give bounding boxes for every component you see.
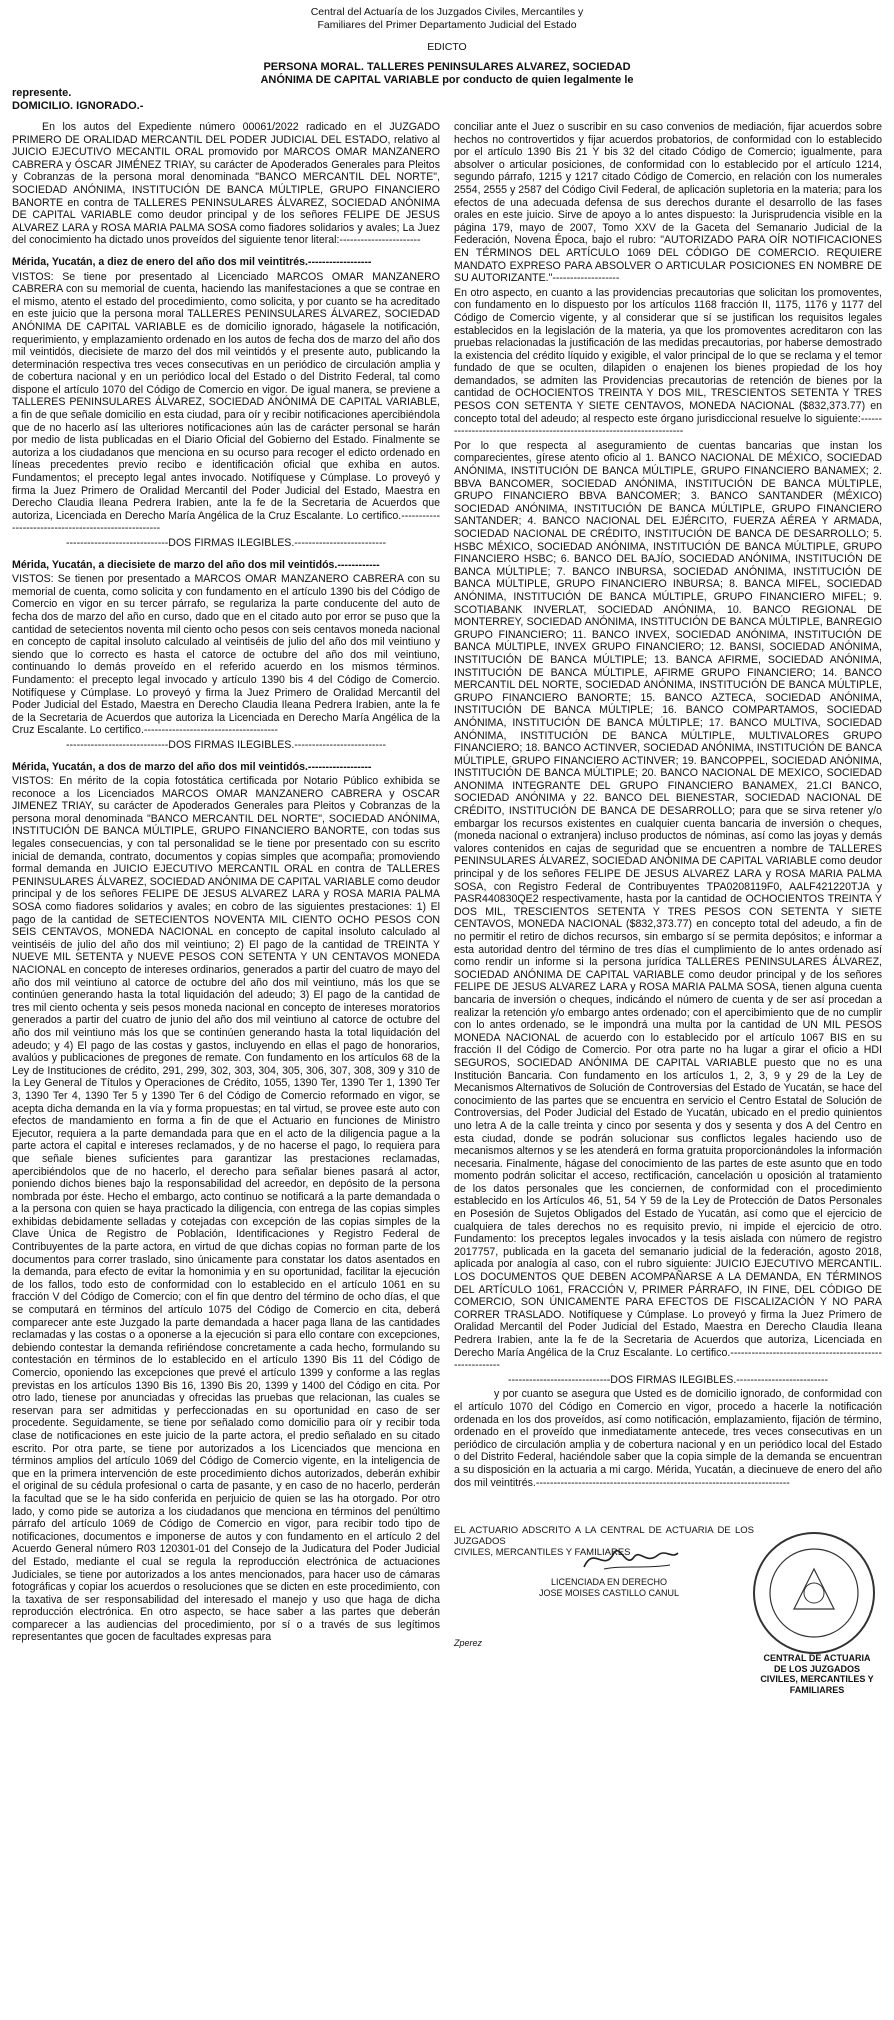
resolution-paragraph: VISTOS: Se tiene por presentado al Licenciado MARCOS OMAR MANZANERO CABRERA con su memorial de cuenta, haciendo las manifestaciones a que se contrae en el mismo, atento el estado del procedimiento, como solicita, y por cuanto se ha acreditado en este juicio que la persona moral TALLERES PENINSULARES ÁLVAREZ, SOCIEDAD ANÓNIMA DE CAPITAL VARIABLE es de domicilio ignorado, hágasele la notificación, requerimiento, y emplazamiento ordenado en los autos de fecha dos de marzo del año dos mil veintidós, diecisiete de marzo del dos mil veintidós y el presente auto, publicando la determinación respectiva tres veces consecutivas en un periódico de circulación amplia y de cobertura nacional y en un periódico local del Estado o del Distrito Federal, tal como dispone el artículo 1070 del Código de Comercio en vigor. De igual manera, se previene a TALLERES PENINSULARES ÁLVAREZ, SOCIEDAD ANÓNIMA DE CAPITAL VARIABLE, a fin de que señale domicilio en esta ciudad, para oír y recibir notificaciones apercibiéndola que de no hacerlo así las ulteriores notificaciones aún las de carácter personal se harán por medio de lista publicadas en el Diario Oficial del Gobierno del Estado. Finalmente se autoriza a los ciudadanos que menciona en su ocurso para recoger el edicto ordenado en líneas precedentes previo recibo e identificación oficial que exhiba en autos. Fundamentos; el precepto legal antes invocado. Notifíquese y Cúmplase. Lo proveyó y firma la Juez Primero de Oralidad Mercantil del Poder Judicial del Estado, Maestra en Derecho Claudia Ileana Pedrera Irabien, ante la fe de la Secretaria de Acuerdos que autoriza, Licenciada en Derecho María Angélica de la Cruz Escalante. Lo certifico.----------------------------------------------------- <box>12 270 440 535</box>
handwritten-signature <box>574 1539 684 1579</box>
right-column <box>454 121 882 1715</box>
resolution-paragraph: En otro aspecto, en cuanto a las providencias precautorias que solicitan los promoventes, con fundamento en lo dispuesto por los artículos 1168 fracción II, 1175, 1176 y 1177 del Código de Comercio vigente, y al considerar que sí se justifican los requisitos legales establecidos en la legislación de la materia, ya que los promoventes acreditaron con las pruebas relacionadas la justificación de las medidas precautorias, por haberse demostrado la existencia del crédito líquido y exigible, el valor principal de lo que se reclama y el temor fundado de que se oculten, dilapiden o enajenen los bienes propiedad de los hoy demandados, se admiten las Providencias precautorias de retención de bienes por la cantidad de OCHOCIENTOS TREINTA Y DOS MIL, TRESCIENTOS SETENTA Y TRES PESOS CON SETENTA Y SIETE CENTAVOS, MONEDA NACIONAL ($832,373.77) en concepto total del adeudo; al respecto este órgano jurisdiccional resuelve lo siguiente:----------------------------------------------------------------------- <box>454 286 882 438</box>
document-title: EDICTO <box>427 41 467 53</box>
resolution-paragraph: VISTOS: Se tienen por presentado a MARCOS OMAR MANZANERO CABRERA con su memorial de cuenta, como solicita y con fundamento en el artículo 1390 bis del Código de Comercio en vigor en su tercer párrafo, se regulariza la parte conducente del auto de fecha dos de marzo del año en curso, dado que en el citado auto por error se puso que la cantidad de setecientos noventa mil ciento ocho pesos con seis centavos moneda nacional en concepto de capital insoluto calculado al veintiséis de julio del año dos mil veintiuno y siendo que lo correcto es hasta el catorce de octubre del año dos mil veintiuno, continuando lo demás proveído en el referido acuerdo en los mismos términos. Fundamento: el precepto legal invocado y artículo 1390 bis 4 del Código de Comercio. Notifíquese y Cúmplase. Lo proveyó y firma la Juez Primero de Oralidad Mercantil del Poder Judicial del Estado, Maestra en Derecho Claudia Ileana Pedrera Irabien, ante la fe de la Secretaria de Acuerdos que autoriza la Licenciada en Derecho María Angélica de la Cruz Escalante. Lo certifico.-------------------------------------- <box>12 573 440 737</box>
seal-caption-line: DE LOS JUZGADOS <box>773 1663 860 1674</box>
closing-paragraph: y por cuanto se asegura que Usted es de domicilio ignorado, de conformidad con el artículo 1070 del Código en Comercio en vigor, procedo a hacerle la notificación ordenada en los dos proveídos, así como notificación, emplazamiento, fijación de término, ordenado en el proveído que inmediatamente antecede, tres veces consecutivas en un periódico de circulación amplia y de cobertura nacional y en un periódico local del Estado o del Distrito Federal, haciéndole saber que la copia simple de la demanda se encuentran a su disposición en la actuaria a mi cargo. Mérida, Yucatán, a diecinueve de enero del año dos mil veintitrés.------------------------------------------------------------------------ <box>454 1388 882 1489</box>
header-line: Central del Actuaría de los Juzgados Civiles, Mercantiles y <box>310 6 584 18</box>
signature-block <box>454 1525 882 1715</box>
signer-title-line: CIVILES, MERCANTILES Y FAMILIARES <box>454 1547 631 1559</box>
signer-fullname: JOSE MOISES CASTILLO CANUL <box>538 1587 680 1598</box>
section-date-heading: Mérida, Yucatán, a diecisiete de marzo del año dos mil veintidós.------------ <box>12 558 380 571</box>
signatures-note: -----------------------------DOS FIRMAS ILEGIBLES.-------------------------- <box>65 738 386 751</box>
addressee-line: ANÓNIMA DE CAPITAL VARIABLE por conducto de quien legalmente le <box>260 74 634 86</box>
addressee-line: represente. <box>12 87 72 99</box>
official-seal <box>750 1529 878 1657</box>
signatures-note: -----------------------------DOS FIRMAS ILEGIBLES.-------------------------- <box>65 537 386 549</box>
seal-caption-line: CENTRAL DE ACTUARIA <box>763 1653 871 1664</box>
section-date-heading: Mérida, Yucatán, a diez de enero del año dos mil veintitrés.------------------ <box>12 255 372 268</box>
document-header <box>12 6 882 32</box>
signer-degree: LICENCIADA EN DERECHO <box>550 1577 668 1588</box>
signatures-note: -----------------------------DOS FIRMAS ILEGIBLES.-------------------------- <box>507 1373 828 1386</box>
resolution-paragraph: Por lo que respecta al aseguramiento de cuentas bancarias que instan los comparecientes, gírese atento oficio al 1. BANCO NACIONAL DE MÉXICO, SOCIEDAD ANÓNIMA, INSTITUCIÓN DE BANCA MÚLTIPLE, GRUPO FINANCIERO BANAMEX; 2. BBVA BANCOMER, SOCIEDAD ANÓNIMA, INSTITUCIÓN DE BANCA MÚLTIPLE, GRUPO FINANCIERO BBVA BANCOMER; 3. BANCO SANTANDER (MÉXICO) SOCIEDAD ANÓNIMA, INSTITUCIÓN DE BANCA MÚLTIPLE, GRUPO FINANCIERO SANTANDER; 4. BANCO NACIONAL DEL EJÉRCITO, FUERZA AÉREA Y ARMADA, SOCIEDAD NACIONAL DE CRÉDITO, INSTITUCIÓN DE BANCA DE DESARROLLO; 5. HSBC MÉXICO, SOCIEDAD ANÓNIMA, INSTITUCIÓN DE BANCA MÚLTIPLE, GRUPO FINANCIERO HSBC; 6. BANCO DEL BAJÍO, SOCIEDAD ANÓNIMA, INSTITUCIÓN DE BANCA MÚLTIPLE; 7. BANCO INBURSA, SOCIEDAD ANÓNIMA, INSTITUCIÓN DE BANCA MÚLTIPLE, GRUPO FINANCIERO INBURSA; 8. BANCA MIFEL, SOCIEDAD ANÓNIMA, INSTITUCIÓN DE BANCA MÚLTIPLE, GRUPO FINANCIERO MIFEL; 9. SCOTIABANK INVERLAT, SOCIEDAD ANÓNIMA, 10. BANCO REGIONAL DE MONTERREY, SOCIEDAD ANÓNIMA, INSTITUCIÓN DE BANCA MÚLTIPLE, BANREGIO GRUPO FINANCIERO; 11. BANCO INVEX, SOCIEDAD ANÓNIMA, INSTITUCIÓN DE BANCA MÚLTIPLE, INVEX GRUPO FINANCIERO; 12. BANSI, SOCIEDAD ANÓNIMA, INSTITUCIÓN DE BANCA MÚLTIPLE; 13. BANCA AFIRME, SOCIEDAD ANÓNIMA, INSTITUCIÓN DE BANCA MÚLTIPLE, AFIRME GRUPO FINANCIERO; 14. BANCO MERCANTIL DEL NORTE, SOCIEDAD ANÓNIMA, INSTITUCIÓN DE BANCA MÚLTIPLE, GRUPO FINANCIERO BANORTE; 15. BANCO AZTECA, SOCIEDAD ANÓNIMA, INSTITUCIÓN DE BANCA MÚLTIPLE; 16. BANCO COMPARTAMOS, SOCIEDAD ANÓNIMA, INSTITUCIÓN DE BANCA MÚLTIPLE; 17. BANCO MULTIVA, SOCIEDAD ANÓNIMA, INSTITUCIÓN DE BANCA MÚLTIPLE, MULTIVALORES GRUPO FINANCIERO; 18. BANCO ACTINVER, SOCIEDAD ANÓNIMA, INSTITUCIÓN DE BANCA MÚLTIPLE, GRUPO FINANCIERO ACTINVER; 19. BANCOPPEL, SOCIEDAD ANÓNIMA, INSTITUCIÓN DE BANCA MÚLTIPLE; 20. BANCO NACIONAL DE MEXICO, SOCIEDAD ANONIMA INTEGRANTE DEL GRUPO FINANCIERO BANAMEX, 21.CI BANCO, SOCIEDAD ANÓNIMA y 22. BANCO DEL BIENESTAR, SOCIEDAD NACIONAL DE CRÉDITO, INSTITUCIÓN DE BANCA DE DESARROLLO; para que se sirva retener y/o embargar los recursos existentes en cualquier cuenta bancaria de inversión o cheques, (moneda nacional o extranjera) incluso productos de nóminas, así como las joyas y demás valores contenidos en cajas de seguridad que se encuentren a nombre de TALLERES PENINSULARES ÁLVAREZ, SOCIEDAD ANÓNIMA DE CAPITAL VARIABLE como deudor principal y de los señores FELIPE DE JESUS ALVAREZ LARA y ROSA MARIA PALMA SOSA, con Registro Federal de Contribuyentes TPA0208119F0, AALF421220TJA y PASR440830QE2 respectivamente, hasta por la cantidad de OCHOCIENTOS TREINTA Y DOS MIL, TRESCIENTOS SETENTA Y TRES PESOS CON SETENTA Y SIETE CENTAVOS, MONEDA NACIONAL ($832,373.77) en concepto total del adeudo, a fin de no permitir el retiro de dichos recursos, sin embargo sí se permita depósitos; e informar a esta autoridad dentro del término de tres días el cumplimiento de lo antes ordenado así como rendir un informe si la persona jurídica TALLERES PENINSULARES ÁLVAREZ, SOCIEDAD ANÓNIMA DE CAPITAL VARIABLE como deudor principal y de los señores FELIPE DE JESUS ALVAREZ LARA y ROSA MARIA PALMA SOSA, tienen alguna cuenta bancaria de inversión o cheques, indicándo el número de cuenta y de ser así procedan a realizar la retención y/o embargo antes ordenado; con el apercibimiento que de no cumplir con lo antes ordenado, se le impondrá una multa por la cantidad de UN MIL PESOS MONEDA NACIONAL de acuerdo con lo establecido por el artículo 1067 BIS en su fracción II del Código de Comercio. Por otra parte no ha lugar a girar el oficio a HDI SEGUROS, SOCIEDAD ANÓNIMA DE CAPITAL VARIABLE puesto que no es una Institución Bancaria. Con fundamento en los artículos 1, 2, 3, 9 y 29 de la Ley de Mecanismos Alternativos de Solución de Controversias del Estado de Yucatán, se hace del conocimiento de las partes que se encuentra en servicio el Centro Estatal de Solución de Controversias, del Poder Judicial del Estado de Yucatán, ubicado en el predio quinientos uno letra A de la calle treinta y cinco por sesenta y dos y sesenta y dos A del Centro en esta ciudad, donde se podrán solucionar sus conflictos legales haciendo uso de mecanismos alternos y se les atenderá en forma gratuita proporcionándoles la información necesaria. Finalmente, hágase del conocimiento de las partes de este asunto que en todo momento podrán solicitar el acceso, rectificación, cancelación u oposición al tratamiento de los datos personales que les conciernen, de conformidad con el procedimiento establecido en los Artículos 46, 51, 54 Y 59 de la Ley de Protección de Datos Personales en Posesión de Sujetos Obligados del Estado de Yucatán, así como que el ejercicio de cualquiera de tales derechos no es requisito previo, ni impide el ejercicio de otro. Fundamento: los preceptos legales invocados y la tesis aislada con número de registro 2017757, publicada en la gaceta del semanario judicial de la federación, agosto 2018, aplicada por analogía al caso, con el rubro siguiente: JUICIO EJECUTIVO MERCANTIL. LOS DOCUMENTOS QUE DEBEN ACOMPAÑARSE A LA DEMANDA, EN TÉRMINOS DEL ARTÍCULO 1061, FRACCIÓN V, PRIMER PÁRRAFO, IN FINE, DEL CÓDIGO DE COMERCIO, SON ÚNICAMENTE PARA EFECTOS DE FISCALIZACIÓN Y NO PARA CORRER TRASLADO. Notifíquese y Cúmplase. Lo proveyó y firma la Juez Primero de Oralidad Mercantil del Poder Judicial del Estado, Maestra en Derecho Claudia Ileana Pedrera Irabien, ante la fe de la Secretaria de Acuerdos que autoriza, Licenciada en Derecho María Angélica de la Cruz Escalante. Lo certifico.-------------------------------------------------------- <box>454 439 882 1372</box>
section-date-heading: Mérida, Yucatán, a dos de marzo del año dos mil veintidós.------------------ <box>12 760 372 773</box>
signer-name <box>524 1577 694 1598</box>
resolution-paragraph: conciliar ante el Juez o suscribir en su caso convenios de mediación, fijar acuerdos sobre hechos no controvertidos y fijar acuerdos probatorios, de conformidad con lo establecido por el artículo 1390 Bis 21 Y bis 32 del citado Código de Comercio; igualmente, para absolver o articular posiciones, de conformidad con lo establecido por el artículo 1214, segundo párrafo, 1215 y 1217 citado Código de Comercio, en relación con los numerales 2554, 2555 y 2587 del Código Civil Federal, de aplicación supletoria en la materia; para los efectos de una adecuada defensa de sus derechos durante el desarrollo de las fases orales en este juicio. Sirve de apoyo a lo antes dispuesto: la Jurisprudencia visible en la página 179, mayo de 2007, Tomo XXV de la Gaceta del Semanario Judicial de la Federación, Novena Época, bajo el rubro: "AUTORIZADO PARA OÍR NOTIFICACIONES EN TÉRMINOS DEL ARTÍCULO 1069 DEL CÓDIGO DE COMERCIO. REQUIERE MANDATO EXPRESO PARA ABSOLVER O ARTICULAR POSICIONES EN NOMBRE DE SU AUTORIZANTE."------------------- <box>454 121 882 285</box>
header-line: Familiares del Primer Departamento Judicial del Estado <box>317 19 577 31</box>
resolution-paragraph: VISTOS: En mérito de la copia fotostática certificada por Notario Público exhibida se reconoce a los Licenciados MARCOS OMAR MANZANERO CABRERA y OSCAR JIMENEZ TRIAY, su carácter de Apoderados Generales para Pleitos y Cobranzas de la persona moral denominada "BANCO MERCANTIL DEL NORTE", SOCIEDAD ANÓNIMA, INSTITUCIÓN DE BANCA MÚLTIPLE, GRUPO FINANCIERO BANORTE, con todas sus legales consecuencias, y con tal personalidad se le tiene por presentado con su escrito inicial de demanda, contrato, documentos y copias simples que acompaña; promoviendo formal demanda en JUICIO EJECUTIVO MERCANTIL ORAL en contra de TALLERES PENINSULARES ÁLVAREZ, SOCIEDAD ANÓNIMA DE CAPITAL VARIABLE como deudor principal y de los señores FELIPE DE JESUS ALVAREZ LARA y ROSA MARIA PALMA SOSA como fiadores solidarios y avales; en cobro de las siguientes prestaciones: 1) El pago de la cantidad de SETECIENTOS NOVENTA MIL CIENTO OCHO PESOS CON SEIS CENTAVOS, MONEDA NACIONAL en concepto de capital insoluto calculado al veintiséis de julio del año dos mil veintiuno; 2) El pago de la cantidad de TREINTA Y NUEVE MIL SETENTA y NUEVE PESOS CON SETENTA Y UN CENTAVOS MONEDA NACIONAL en concepto de intereses ordinarios, generados a partir del cuatro de mayo del año dos mil veintiuno al catorce de octubre del año dos mil veintiuno, más los que se continúen generando hasta la total liquidación del adeudo; 3) El pago de la cantidad de tres mil ciento ochenta y seis pesos moneda nacional en concepto de intereses moratorios generados a partir del cuatro de junio del año dos mil veintiuno al catorce de octubre del año dos mil veintiuno más los que se continúen generando hasta la total liquidación del adeudo; y 4) El pago de las costas y gastos, incluyendo en ellas el pago de honorarios, avalúos y publicaciones de pregones de remate. Con fundamento en los artículos 68 de la Ley de Instituciones de crédito, 291, 299, 302, 303, 304, 305, 306, 307, 308, 309 y 310 de la Ley General de Títulos y Operaciones de Crédito, 1055, 1390 Ter, 1390 Ter 1, 1390 Ter 3, 1390 Ter 4, 1390 Ter 5 y 1390 Ter 6 del Código de Comercio reformado en vigor, se acepta dicha demanda en la vía y forma propuestas; en tal virtud, se provee este auto con efectos de mandamiento en forma a fin de que el Actuario en funciones de Ministro Ejecutor, requiera a la parte demandada para que en el acto de la diligencia pague a la parte actora el capital e intereses reclamados, y de no hacerse el pago, lo requiera para que señale bienes suficientes para garantizar las prestaciones reclamadas, apercibiéndolos que de no hacerlo, el derecho para señalar bienes pasará al actor, poniendo dichos bienes bajo la responsabilidad del acreedor, en depósito de la persona nombrada por éste. Hecho el embargo, acto continuo se notificará a la parte demandada o a la persona con quien se haya practicado la diligencia, con entrega de las copias simples exhibidas debidamente selladas y cotejadas con excepción de las copias simples de la Clave Única de Registro de Población, Identificaciones y Registro Federal de Contribuyentes de la parte actora, en virtud de que dichas copias no forman parte de los documentos para correr traslado, sino únicamente para constatar los datos asentados en la demanda, para efecto de evitar la homonimia y en su oportunidad, facilitar la ejecución de los fallos, todo esto de conformidad con lo establecido en el artículo 1061 en su fracción V del Código de Comercio; con el fin que dentro del término de ocho días, el que se computará en términos del artículo 1075 del Código de Comercio en cita, deberá comparecer ante este Juzgado la parte demandada a hacer paga llana de las cantidades reclamadas y las costas o a oponerse a la ejecución si para ello contare con excepciones, debiendo contestar la demanda refiriéndose concretamente a cada hecho, formulando su contestación en términos de lo establecido en el artículo 1390 Bis 11 del Código de Comercio, oponiendo las excepciones que prevé el artículo 1399 y conforme a las reglas previstas en los artículos 1390 Bis 16, 1390 Bis 20, 1399 y 1400 del Código en cita. Por otro lado, tienese por anunciadas y ofrecidas las pruebas que relacionan, las cuales se reservan para ser admitidas y perfeccionadas en su oportunidad en caso de ser procedente. Seguidamente, se tiene por señalado como domicilio para oír y recibir toda clase de notificaciones en este juicio de la parte actora, el predio señalado en su citado escrito. Por otra parte, se tiene por autorizados a los Licenciados que menciona en términos amplios del artículo 1069 del Código de Comercio vigente, en la inteligencia de que en la primera intervención de este procedimiento dichos autorizados, deberán exhibir el original de su cédula profesional o carta de pasante, y en caso de no hacerlo, perderán la facultad que se le ha sido conferida en perjuicio de quien se las ha otorgado. Por otro lado, y como pide se autoriza a los ciudadanos que menciona en términos del penúltimo párrafo del artículo 1069 de Código de Comercio en vigor, para recibir todo tipo de notificaciones, documentos e imponerse de autos y con fundamento en el artículo 2 del Acuerdo General número R03 120301-01 del Consejo de la Judicatura del Poder Judicial del Estado, mediante el cual se regula la reproducción electrónica de actuaciones Judiciales, se tiene por autorizados a los antes mencionados, para hacer uso de cámaras fotográficas y copiar los acuerdos o resoluciones que se dicten en este procedimiento, con la taxativa de ser responsabilidad del interesado el manejo y uso que haga de dicha reproducción electrónica. En otro aspecto, se hace saber a las partes que deberán comparecer a las audiencias del procedimiento, por sí o a través de sus legítimos representantes que gocen de facultades expresas para <box>12 775 440 1644</box>
domicile-line: DOMICILIO. IGNORADO.- <box>12 100 144 112</box>
seal-caption-line: FAMILIARES <box>789 1684 845 1695</box>
document-body <box>12 121 882 1715</box>
intro-paragraph: En los autos del Expediente número 00061/2022 radicado en el JUZGADO PRIMERO DE ORALIDAD MERCANTIL DEL PODER JUDICIAL DEL ESTADO, relativo al JUICIO EJECUTIVO MECANTIL ORAL promovido por MARCOS OMAR MANZANERO CABRERA y ÓSCAR JIMÉNEZ TRIAY, su carácter de Apoderados Generales para Pleitos y Cobranzas de la persona moral denominada "BANCO MERCANTIL DEL NORTE", SOCIEDAD ANÓNIMA, INSTITUCIÓN DE BANCA MÚLTIPLE, GRUPO FINANCIERO BANORTE en contra de TALLERES PENINSULARES ÁLVAREZ, SOCIEDAD ANÓNIMA DE CAPITAL VARIABLE como deudor principal y de los señores FELIPE DE JESUS ALVAREZ LARA y ROSA MARIA PALMA SOSA como fiadores solidarios y avales; La Juez del conocimiento ha dictado unos proveídos del siguiente tenor literal:----------------------- <box>12 121 440 247</box>
typist-initials: Zperez <box>454 1638 483 1649</box>
signer-title-line: EL ACTUARIO ADSCRITO A LA CENTRAL DE ACTUARIA DE LOS JUZGADOS <box>454 1525 754 1548</box>
left-column <box>12 121 440 1715</box>
seal-caption <box>754 1653 880 1695</box>
seal-caption-line: CIVILES, MERCANTILES Y <box>760 1674 874 1685</box>
addressee-heading <box>12 61 882 113</box>
addressee-line: PERSONA MORAL. TALLERES PENINSULARES ALVAREZ, SOCIEDAD <box>263 61 631 73</box>
